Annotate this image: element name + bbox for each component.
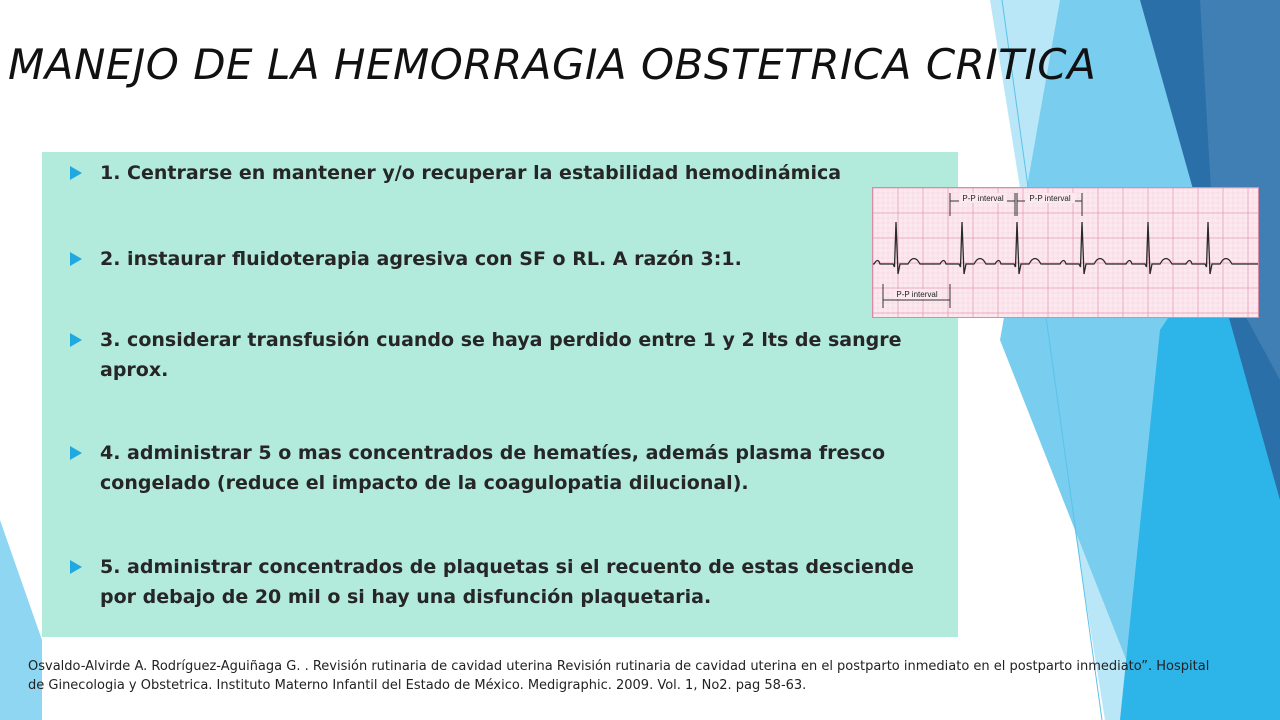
bullet-item xyxy=(100,438,930,498)
bullet-arrow-icon xyxy=(70,166,82,180)
bullet-arrow-icon xyxy=(70,252,82,266)
ecg-strip-image xyxy=(872,187,1259,318)
bullet-text: 4. administrar 5 o mas concentrados de hematíes, además plasma fresco congelado (reduce el impacto de la coagulopatia dilucional). xyxy=(100,442,886,494)
ecg-label-1: P-P interval xyxy=(962,194,1004,203)
bullet-text: 2. instaurar fluidoterapia agresiva con SF o RL. A razón 3:1. xyxy=(100,248,742,270)
bullet-text: 5. administrar concentrados de plaquetas si el recuento de estas desciende por debajo de 20 mil o si hay una disfunción plaquetaria. xyxy=(100,556,914,608)
bullet-item xyxy=(100,158,930,188)
bullet-arrow-icon xyxy=(70,333,82,347)
citation-footnote: Osvaldo-Alvirde A. Rodríguez-Aguiñaga G. . Revisión rutinaria de cavidad uterina Revisión rutinaria de cavidad uterina en el postparto inmediato en el postparto inmediato”. Hospital de Ginecologia y Obstetrica. Instituto Materno Infantil del Estado de México. Medigraphic. 2009. Vol. 1, No2. pag 58-63. xyxy=(28,659,1210,693)
bullet-item xyxy=(100,552,930,612)
bullet-arrow-icon xyxy=(70,446,82,460)
slide-title: MANEJO DE LA HEMORRAGIA OBSTETRICA CRITICA xyxy=(8,40,1097,89)
ecg-label-2: P-P interval xyxy=(1029,194,1071,203)
content-box xyxy=(42,152,958,637)
ecg-strip-graphic xyxy=(873,188,1258,317)
bullet-item xyxy=(100,244,930,274)
ecg-label-3: P-P interval xyxy=(896,290,938,299)
bullet-text: 3. considerar transfusión cuando se haya perdido entre 1 y 2 lts de sangre aprox. xyxy=(100,329,902,381)
bullet-arrow-icon xyxy=(70,560,82,574)
bullet-item xyxy=(100,325,930,385)
bullet-text: 1. Centrarse en mantener y/o recuperar la estabilidad hemodinámica xyxy=(100,162,842,184)
